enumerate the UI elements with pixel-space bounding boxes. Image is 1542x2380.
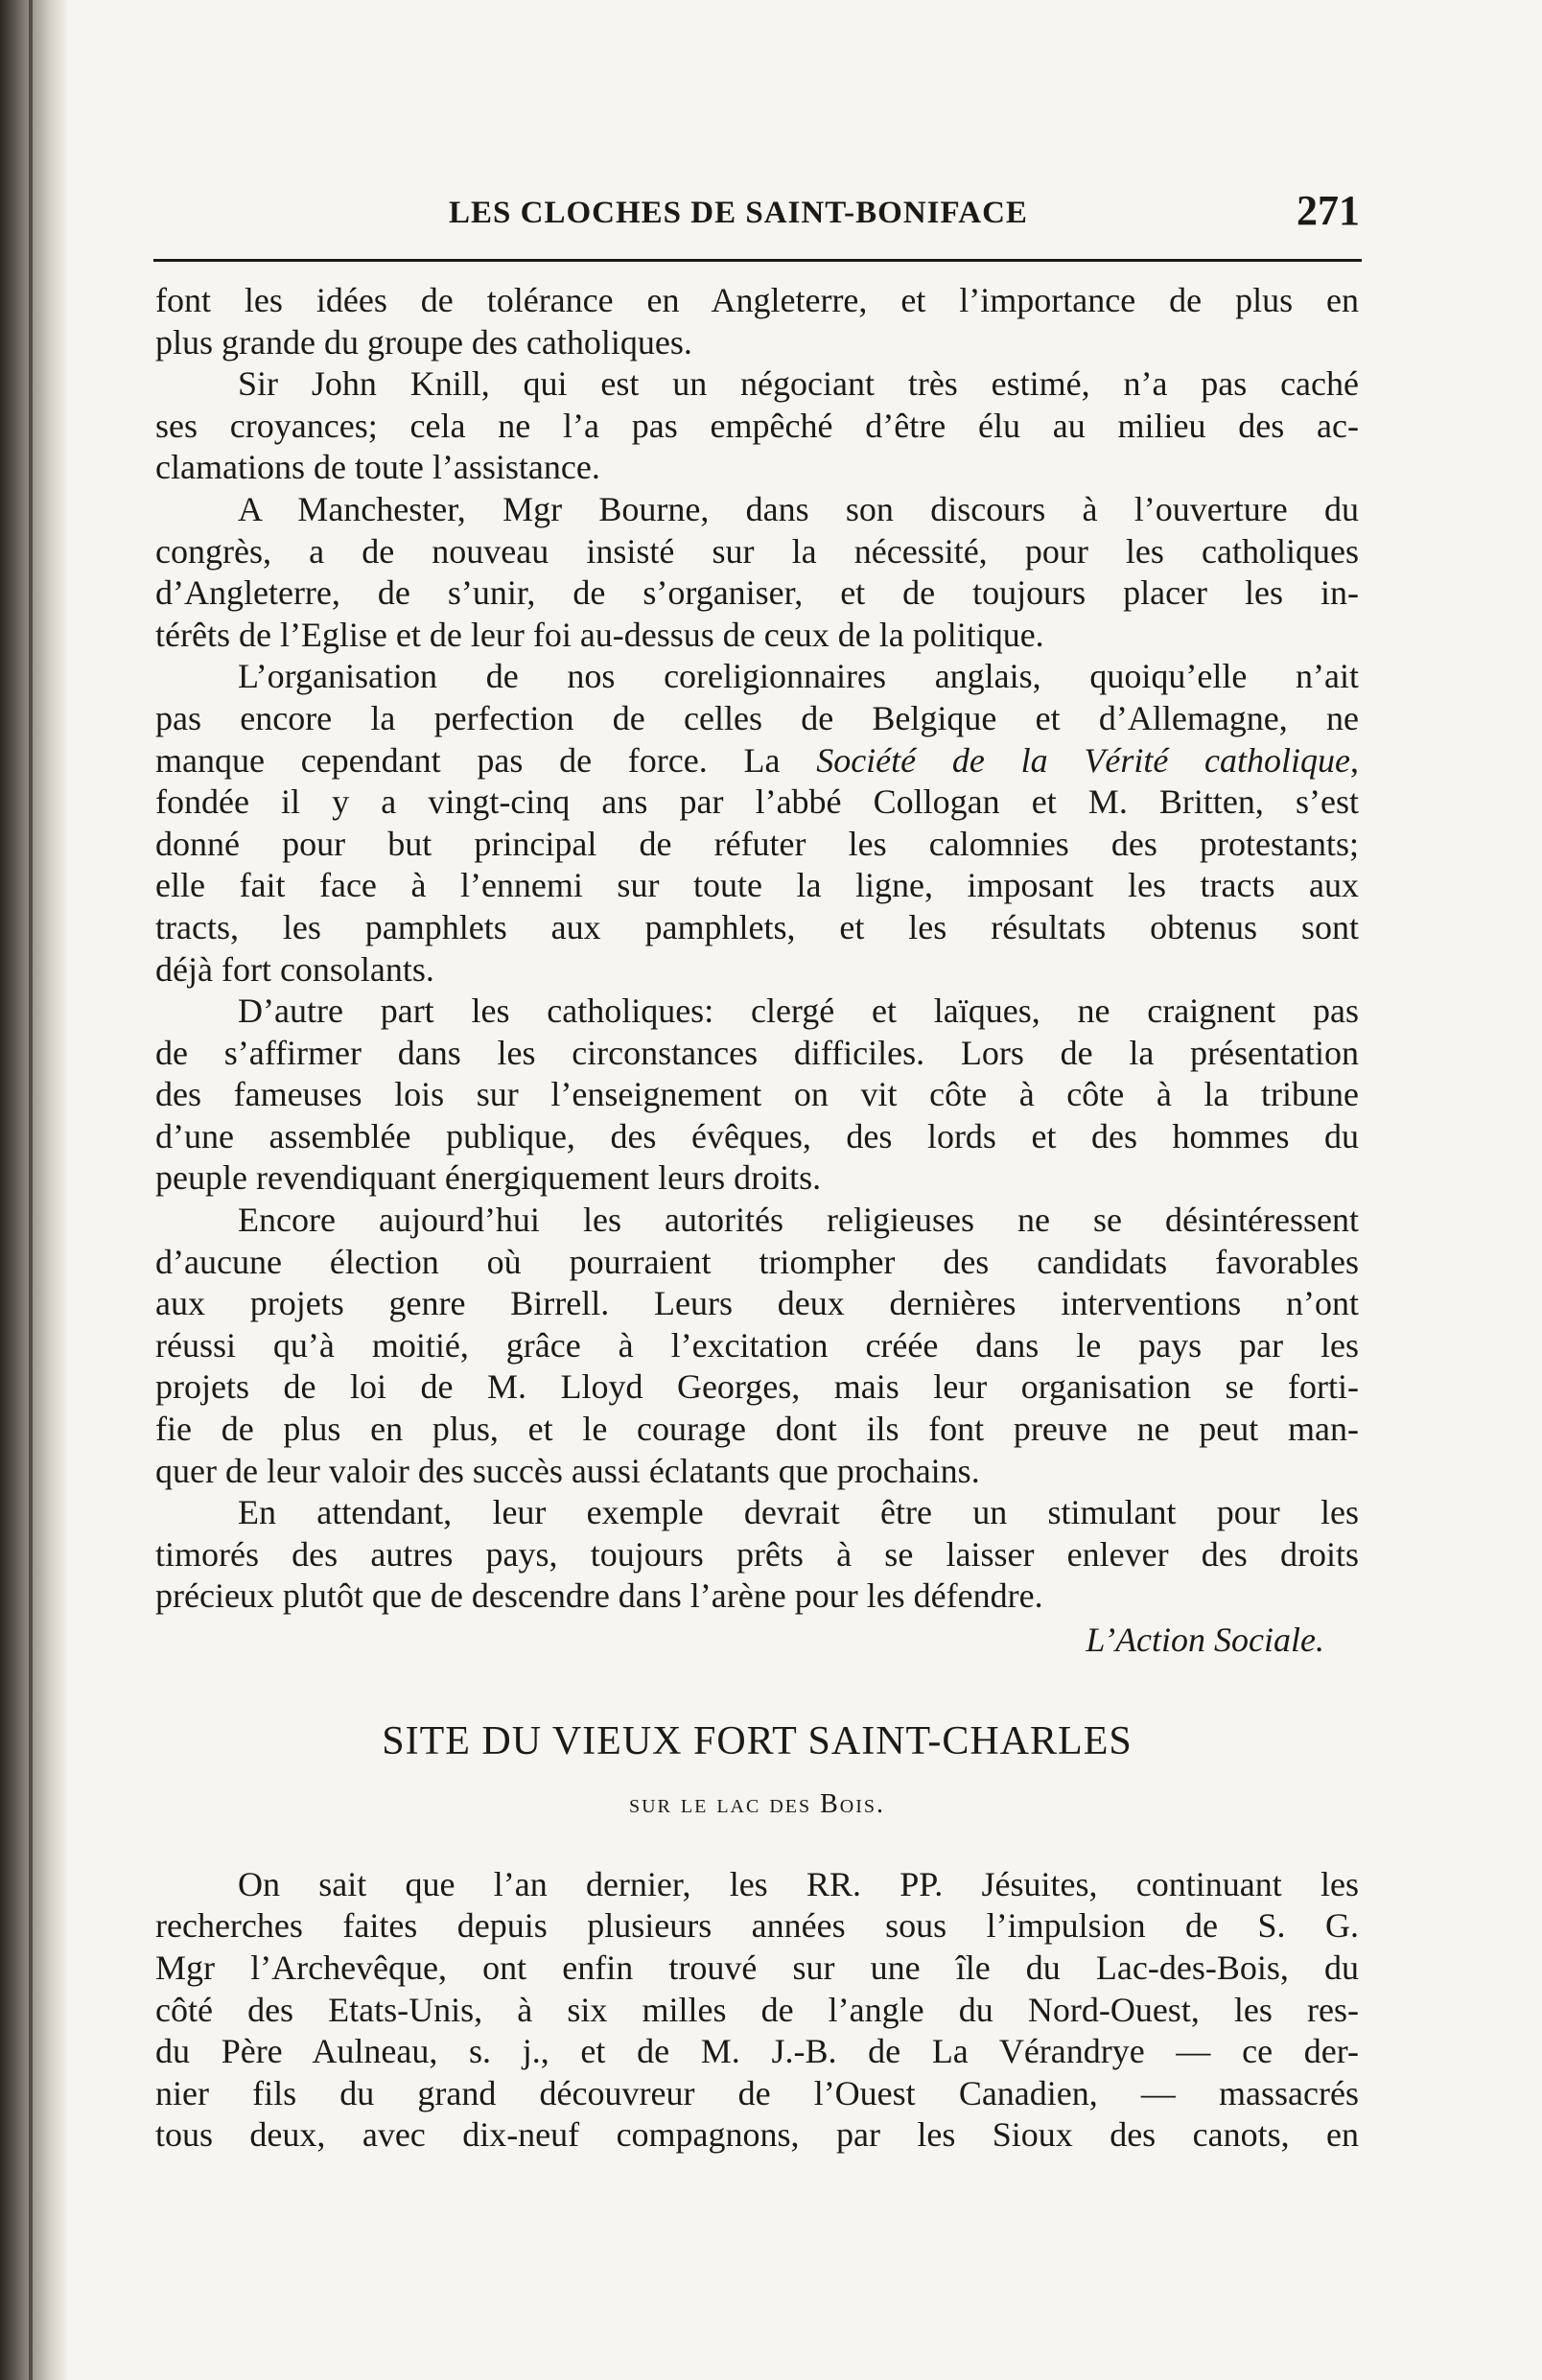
italic-society-name: Société de la Vérité catholique bbox=[816, 740, 1351, 780]
text-line: d’une assemblée publique, des évêques, des lords et des hommes du bbox=[155, 1116, 1359, 1155]
running-head bbox=[144, 173, 1360, 242]
text-line: du Père Aulneau, s. j., et de M. J.-B. de La Vérandrye — ce der- bbox=[155, 2032, 1359, 2071]
text-line: Sir John Knill, qui est un négociant très estimé, n’a pas caché bbox=[238, 364, 1359, 404]
header-rule bbox=[153, 259, 1362, 262]
page bbox=[144, 173, 1360, 2282]
text-line: On sait que l’an dernier, les RR. PP. Jésuites, continuant les bbox=[238, 1864, 1359, 1903]
text-line: de s’affirmer dans les circonstances difficiles. Lors de la présentation bbox=[155, 1033, 1359, 1072]
text-line: aux projets genre Birrell. Leurs deux dernières interventions n’ont bbox=[155, 1284, 1359, 1323]
article-1-paragraph bbox=[155, 991, 1359, 1200]
text-line: manque cependant pas de force. La Société de la Vérité catholique, bbox=[155, 740, 1360, 780]
article-1-paragraph bbox=[155, 1200, 1359, 1492]
text-line: L’organisation de nos coreligionnaires anglais, quoiqu’elle n’ait bbox=[238, 657, 1359, 696]
text-line: A Manchester, Mgr Bourne, dans son discours à l’ouverture du bbox=[238, 489, 1359, 528]
text-line: clamations de toute l’assistance. bbox=[155, 448, 600, 487]
article-1-paragraph bbox=[155, 363, 1359, 489]
text-line: fondée il y a vingt-cinq ans par l’abbé Collogan et M. Britten, s’est bbox=[155, 782, 1359, 822]
text-line: d’aucune élection où pourraient triompher des candidats favorables bbox=[155, 1242, 1359, 1281]
text-line: Mgr l’Archevêque, ont enfin trouvé sur une île du Lac-des-Bois, du bbox=[155, 1948, 1359, 1987]
text-line: ses croyances; cela ne l’a pas empêché d’être élu au milieu des ac- bbox=[155, 406, 1359, 445]
text-line: peuple revendiquant énergiquement leurs droits. bbox=[155, 1158, 822, 1198]
article-2-subheading: sur le lac des Bois. bbox=[628, 1789, 886, 1820]
text-line: nier fils du grand découvreur de l’Ouest Canadien, — massacrés bbox=[155, 2073, 1359, 2112]
text-line: des fameuses lois sur l’enseignement on vit côte à côte à la tribune bbox=[155, 1075, 1359, 1114]
text-line: déjà fort consolants. bbox=[155, 949, 434, 989]
text-line: quer de leur valoir des succès aussi éclatants que prochains. bbox=[155, 1451, 980, 1490]
article-1-paragraph bbox=[155, 280, 1359, 363]
text-line: En attendant, leur exemple devrait être un stimulant pour les bbox=[238, 1493, 1359, 1532]
text-line: d’Angleterre, de s’unir, de s’organiser, et de toujours placer les in- bbox=[155, 573, 1359, 613]
text-line: elle fait face à l’ennemi sur toute la ligne, imposant les tracts aux bbox=[155, 866, 1359, 905]
text-line: D’autre part les catholiques: clergé et laïques, ne craignent pas bbox=[238, 992, 1359, 1031]
article-2 bbox=[155, 1864, 1359, 2157]
text-line: Encore aujourd’hui les autorités religieuses ne se désintéressent bbox=[238, 1201, 1359, 1240]
page-text bbox=[155, 280, 1359, 2157]
text-line: donné pour but principal de réfuter les calomnies des protestants; bbox=[155, 824, 1359, 863]
binding-mark bbox=[29, 0, 33, 2380]
text-line: congrès, a de nouveau insisté sur la nécessité, pour les catholiques bbox=[155, 531, 1359, 571]
article-1-paragraph bbox=[155, 656, 1359, 991]
article-1-paragraph bbox=[155, 489, 1359, 656]
article-2-paragraph bbox=[155, 1864, 1359, 2157]
article-1 bbox=[155, 280, 1359, 1618]
article-2-heading: SITE DU VIEUX FORT SAINT-CHARLES bbox=[382, 1718, 1133, 1763]
page-binding-shadow bbox=[0, 0, 69, 2380]
text-line: pas encore la perfection de celles de Belgique et d’Allemagne, ne bbox=[155, 698, 1359, 737]
text-line: côté des Etats-Unis, à six milles de l’angle du Nord-Ouest, les res- bbox=[155, 1990, 1359, 2029]
running-title: LES CLOCHES DE SAINT-BONIFACE bbox=[449, 196, 1028, 230]
page-number: 271 bbox=[1297, 187, 1360, 234]
article-1-signature: L’Action Sociale. bbox=[1086, 1621, 1324, 1659]
text-line: térêts de l’Eglise et de leur foi au-dessus de ceux de la politique. bbox=[155, 615, 1044, 654]
text-line: timorés des autres pays, toujours prêts à se laisser enlever des droits bbox=[155, 1534, 1359, 1574]
text-line: font les idées de tolérance en Angleterre, et l’importance de plus en bbox=[155, 281, 1359, 319]
text-line: tous deux, avec dix-neuf compagnons, par les Sioux des canots, en bbox=[155, 2115, 1359, 2155]
text-line: projets de loi de M. Lloyd Georges, mais leur organisation se forti- bbox=[155, 1367, 1359, 1407]
text-line: recherches faites depuis plusieurs années sous l’impulsion de S. G. bbox=[155, 1906, 1359, 1946]
text-line: plus grande du groupe des catholiques. bbox=[155, 322, 692, 362]
text-line: précieux plutôt que de descendre dans l’arène pour les défendre. bbox=[155, 1576, 1043, 1616]
text-line: réussi qu’à moitié, grâce à l’excitation créée dans le pays par les bbox=[155, 1325, 1359, 1365]
article-1-paragraph bbox=[155, 1492, 1359, 1618]
text-line: fie de plus en plus, et le courage dont ils font preuve ne peut man- bbox=[155, 1410, 1359, 1449]
text-line: tracts, les pamphlets aux pamphlets, et les résultats obtenus sont bbox=[155, 907, 1359, 946]
